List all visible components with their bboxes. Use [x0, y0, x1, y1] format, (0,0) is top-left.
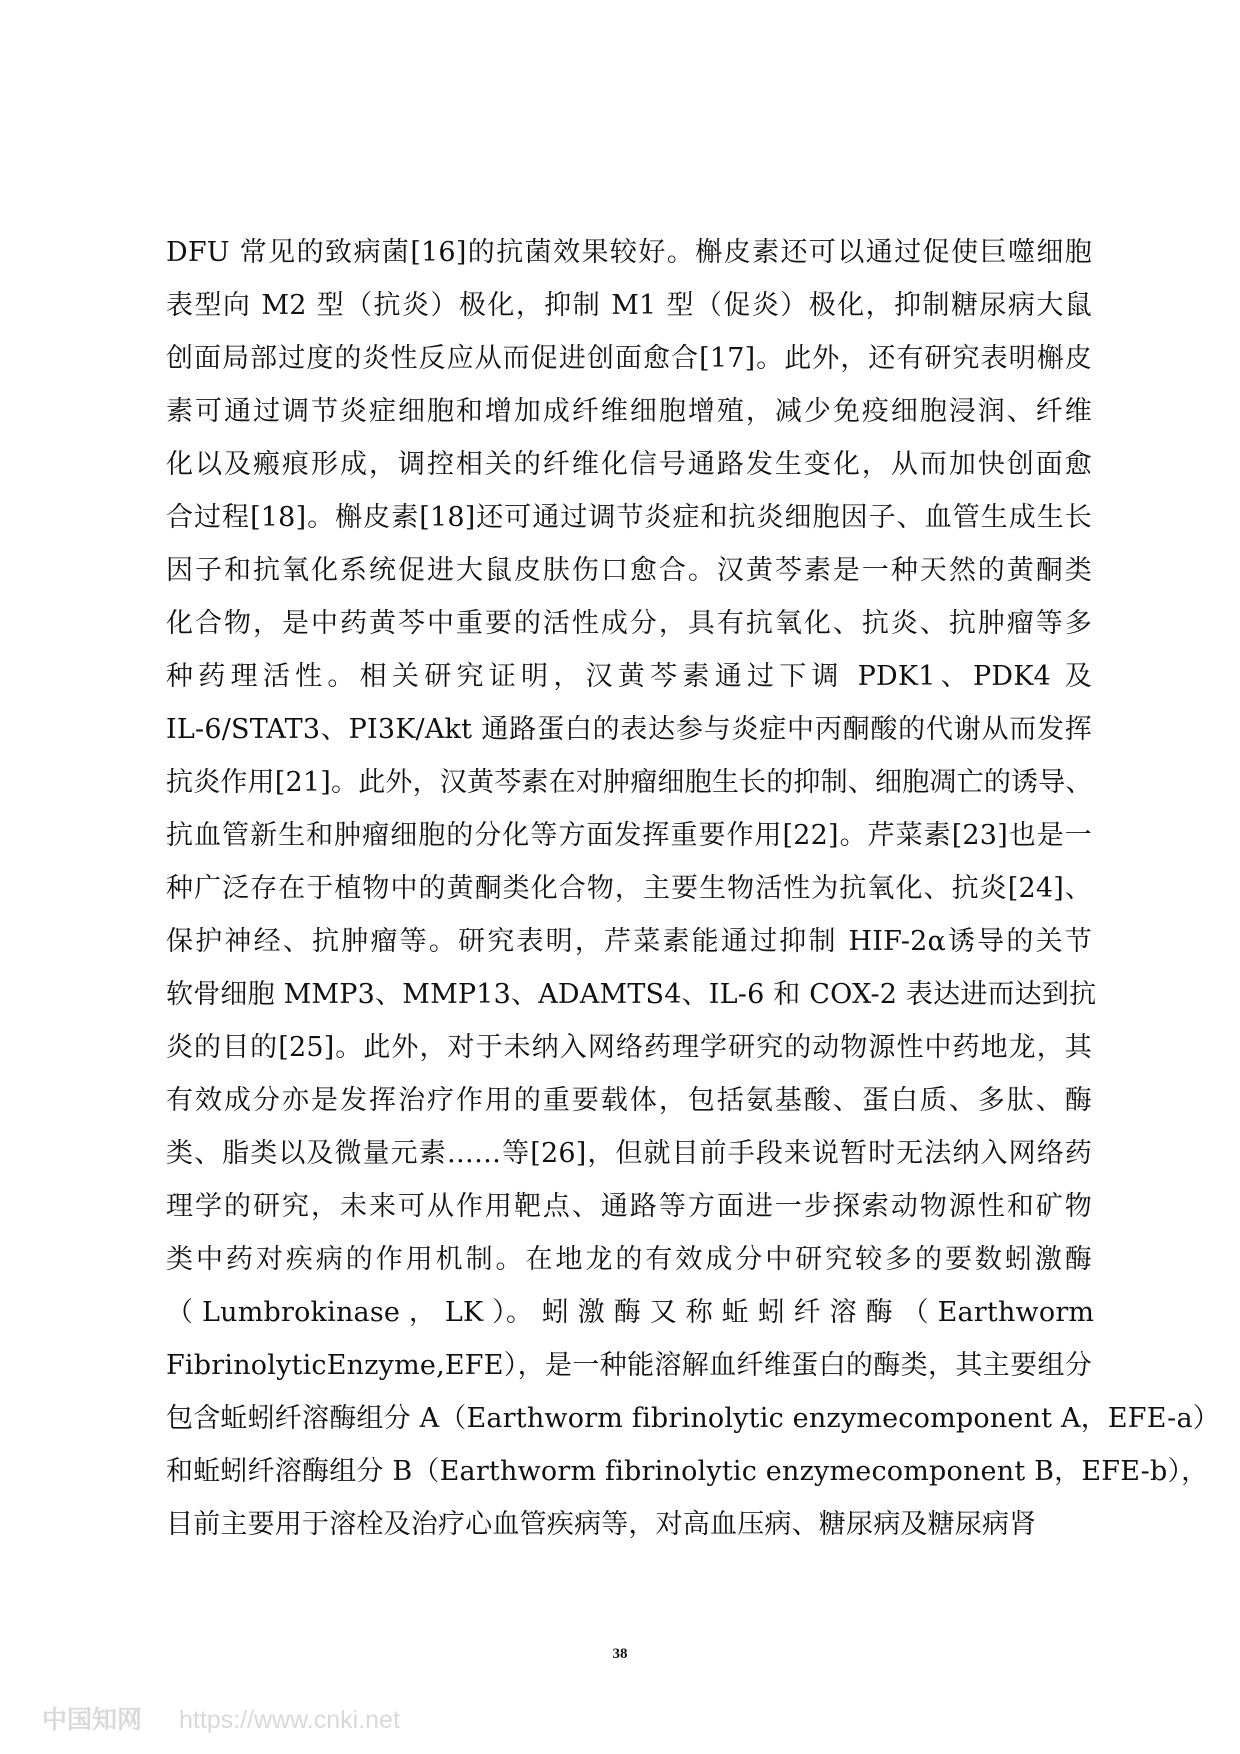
text-line: 表型向 M2 型（抗炎）极化，抑制 M1 型（促炎）极化，抑制糖尿病大鼠 [166, 290, 1092, 321]
text-line: FibrinolyticEnzyme,EFE），是一种能溶解血纤维蛋白的酶类，其主要组分 [166, 1350, 1092, 1381]
page-number: 38 [612, 1646, 628, 1662]
text-line: 素可通过调节炎症细胞和增加成纤维细胞增殖，减少免疫细胞浸润、纤维 [166, 396, 1092, 427]
text-line: 目前主要用于溶栓及治疗心血管疾病等，对高血压病、糖尿病及糖尿病肾 [166, 1509, 1037, 1540]
text-line: 和蚯蚓纤溶酶组分 B（Earthworm fibrinolytic enzymecomponent B，EFE-b）， [166, 1456, 1209, 1487]
text-line: 化以及瘢痕形成，调控相关的纤维化信号通路发生变化，从而加快创面愈 [166, 449, 1092, 480]
text-line: 包含蚯蚓纤溶酶组分 A（Earthworm fibrinolytic enzymecomponent A，EFE-a） [166, 1403, 1220, 1434]
text-line: 种药理活性。相关研究证明，汉黄芩素通过下调 PDK1、PDK4 及 [166, 661, 1092, 692]
cnki-watermark [42, 1700, 400, 1736]
text-line: 抗血管新生和肿瘤细胞的分化等方面发挥重要作用[22]。芹菜素[23]也是一 [166, 820, 1092, 851]
text-line: 创面局部过度的炎性反应从而促进创面愈合[17]。此外，还有研究表明槲皮 [166, 343, 1092, 374]
text-line: 种广泛存在于植物中的黄酮类化合物，主要生物活性为抗氧化、抗炎[24]、 [166, 873, 1092, 904]
text-line: 抗炎作用[21]。此外，汉黄芩素在对肿瘤细胞生长的抑制、细胞凋亡的诱导、 [166, 767, 1093, 798]
text-line: 理学的研究，未来可从作用靶点、通路等方面进一步探索动物源性和矿物 [166, 1191, 1092, 1222]
watermark-logo: 中国知网 [42, 1706, 143, 1734]
text-line: 类、脂类以及微量元素……等[26]，但就目前手段来说暂时无法纳入网络药 [166, 1138, 1092, 1169]
watermark-url: https://www.cnki.net [178, 1706, 400, 1734]
text-line: 有效成分亦是发挥治疗作用的重要载体，包括氨基酸、蛋白质、多肽、酶 [166, 1085, 1092, 1116]
text-line: IL-6/STAT3、PI3K/Akt 通路蛋白的表达参与炎症中丙酮酸的代谢从而发挥 [166, 714, 1092, 745]
text-line: 化合物，是中药黄芩中重要的活性成分，具有抗氧化、抗炎、抗肿瘤等多 [166, 608, 1092, 639]
text-line: 合过程[18]。槲皮素[18]还可通过调节炎症和抗炎细胞因子、血管生成生长 [166, 502, 1092, 533]
text-line: DFU 常见的致病菌[16]的抗菌效果较好。槲皮素还可以通过促使巨噬细胞 [166, 237, 1092, 268]
text-line: 软骨细胞 MMP3、MMP13、ADAMTS4、IL-6 和 COX-2 表达进而达到抗 [166, 979, 1097, 1010]
text-line: （ Lumbrokinase ， LK ）。 蚓 激 酶 又 称 蚯 蚓 纤 溶 酶 （ Earthworm [166, 1297, 1095, 1328]
text-line: 保护神经、抗肿瘤等。研究表明，芹菜素能通过抑制 HIF-2α诱导的关节 [166, 926, 1092, 957]
text-line: 因子和抗氧化系统促进大鼠皮肤伤口愈合。汉黄芩素是一种天然的黄酮类 [166, 555, 1092, 586]
text-line: 类中药对疾病的作用机制。在地龙的有效成分中研究较多的要数蚓激酶 [166, 1244, 1092, 1275]
body-text [166, 226, 1220, 1551]
text-line: 炎的目的[25]。此外，对于未纳入网络药理学研究的动物源性中药地龙，其 [166, 1032, 1092, 1063]
